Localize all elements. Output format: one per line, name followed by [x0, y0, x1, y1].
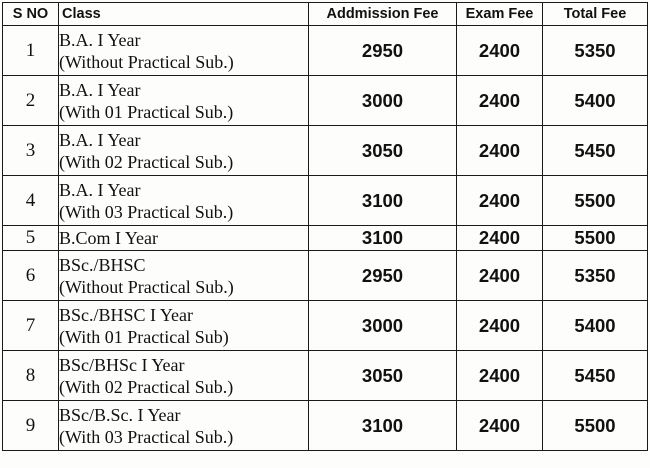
cell-admission-fee: 2950	[309, 26, 457, 76]
table-row	[3, 401, 648, 451]
header-exam-fee: Exam Fee	[457, 3, 543, 26]
cell-sno: 4	[3, 176, 59, 226]
cell-sno: 9	[3, 401, 59, 451]
cell-sno: 6	[3, 251, 59, 301]
cell-sno: 8	[3, 351, 59, 401]
cell-total-fee: 5350	[543, 26, 648, 76]
class-line-2: (With 01 Practical Sub.)	[59, 101, 234, 122]
cell-admission-fee: 3100	[309, 401, 457, 451]
table-row	[3, 176, 648, 226]
cell-total-fee: 5400	[543, 301, 648, 351]
cell-total-fee: 5450	[543, 351, 648, 401]
class-line-2: (Without Practical Sub.)	[59, 51, 234, 72]
cell-exam-fee: 2400	[457, 351, 543, 401]
cell-exam-fee: 2400	[457, 401, 543, 451]
table-row	[3, 126, 648, 176]
class-line-2: (Without Practical Sub.)	[59, 276, 234, 297]
class-line-1: BSc/BHSc I Year	[59, 354, 185, 375]
class-line-2: (With 03 Practical Sub.)	[59, 426, 234, 447]
cell-class	[59, 176, 309, 226]
header-sno: S NO	[3, 3, 59, 26]
cell-total-fee: 5500	[543, 401, 648, 451]
table-row	[3, 26, 648, 76]
class-line-1: B.A. I Year	[59, 29, 141, 50]
header-total-fee: Total Fee	[543, 3, 648, 26]
cell-sno: 2	[3, 76, 59, 126]
table-row	[3, 251, 648, 301]
cell-total-fee: 5500	[543, 176, 648, 226]
cell-class	[59, 301, 309, 351]
cell-total-fee: 5450	[543, 126, 648, 176]
cell-exam-fee: 2400	[457, 301, 543, 351]
cell-sno: 1	[3, 26, 59, 76]
cell-total-fee: 5350	[543, 251, 648, 301]
cell-admission-fee: 3100	[309, 176, 457, 226]
table-row	[3, 301, 648, 351]
fee-table	[2, 2, 648, 451]
class-line-2: (With 02 Practical Sub.)	[59, 151, 234, 172]
cell-class	[59, 26, 309, 76]
cell-exam-fee: 2400	[457, 251, 543, 301]
header-class: Class	[59, 3, 309, 26]
table-row	[3, 351, 648, 401]
class-line-2: (With 02 Practical Sub.)	[59, 376, 234, 397]
class-line-1: BSc/B.Sc. I Year	[59, 404, 181, 425]
cell-class	[59, 76, 309, 126]
table-row	[3, 226, 648, 251]
cell-exam-fee: 2400	[457, 126, 543, 176]
class-line-2: (With 03 Practical Sub.)	[59, 201, 234, 222]
table-row	[3, 76, 648, 126]
cell-total-fee: 5500	[543, 226, 648, 251]
class-line-1: BSc./BHSC	[59, 254, 146, 275]
class-line-1: B.A. I Year	[59, 129, 141, 150]
cell-admission-fee: 3050	[309, 351, 457, 401]
cell-admission-fee: 3050	[309, 126, 457, 176]
class-line-1: B.Com I Year	[59, 228, 159, 248]
cell-class	[59, 401, 309, 451]
cell-admission-fee: 3000	[309, 301, 457, 351]
class-line-1: B.A. I Year	[59, 179, 141, 200]
cell-admission-fee: 3100	[309, 226, 457, 251]
cell-class	[59, 126, 309, 176]
cell-exam-fee: 2400	[457, 176, 543, 226]
cell-exam-fee: 2400	[457, 26, 543, 76]
class-line-2: (With 01 Practical Sub)	[59, 326, 229, 347]
cell-exam-fee: 2400	[457, 76, 543, 126]
class-line-1: B.A. I Year	[59, 79, 141, 100]
class-line-1: BSc./BHSC I Year	[59, 304, 194, 325]
cell-sno: 3	[3, 126, 59, 176]
cell-exam-fee: 2400	[457, 226, 543, 251]
cell-admission-fee: 3000	[309, 76, 457, 126]
cell-sno: 5	[3, 226, 59, 251]
table-header-row	[3, 3, 648, 26]
cell-class	[59, 251, 309, 301]
cell-sno: 7	[3, 301, 59, 351]
cell-total-fee: 5400	[543, 76, 648, 126]
header-admission-fee: Addmission Fee	[309, 3, 457, 26]
cell-admission-fee: 2950	[309, 251, 457, 301]
cell-class	[59, 226, 309, 251]
cell-class	[59, 351, 309, 401]
